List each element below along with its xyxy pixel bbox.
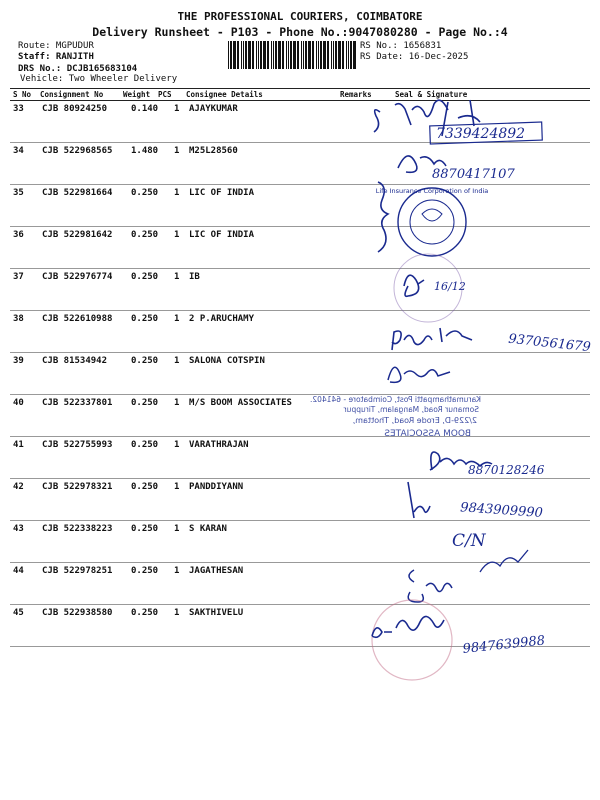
row-weight: 0.250: [131, 314, 159, 324]
col-seal-signature: Seal & Signature: [395, 90, 468, 99]
barcode-bar: [346, 41, 347, 69]
col-pcs: PCS: [158, 90, 172, 99]
barcode-bar: [228, 41, 229, 69]
row-consignment: CJB 522968565: [42, 146, 113, 156]
table-row: [10, 394, 590, 437]
table-row: [10, 268, 590, 311]
row-consignment: CJB 522337801: [42, 398, 113, 408]
row-sno: 42: [13, 482, 24, 492]
barcode-bar: [342, 41, 344, 69]
col-sno: S No: [13, 90, 32, 99]
barcode-bar: [256, 41, 257, 69]
barcode-bar: [353, 41, 356, 69]
row-pcs: 1: [174, 272, 180, 282]
table-row: [10, 226, 590, 269]
barcode-bar: [248, 41, 251, 69]
barcode-image: [228, 41, 356, 69]
row-weight: 1.480: [131, 146, 159, 156]
row-consignee: VARATHRAJAN: [189, 440, 249, 450]
row-consignee: SAKTHIVELU: [189, 608, 244, 618]
barcode-bar: [271, 41, 272, 69]
col-weight: Weight: [123, 90, 151, 99]
row-sno: 37: [13, 272, 24, 282]
rs-date: RS Date: 16-Dec-2025: [360, 52, 469, 62]
barcode-bar: [258, 41, 259, 69]
barcode-bar: [233, 41, 236, 69]
route-label: Route: MGPUDUR: [18, 41, 94, 51]
row-consignment: CJB 80924250: [42, 104, 108, 114]
barcode-bar: [288, 41, 289, 69]
row-weight: 0.250: [131, 482, 159, 492]
barcode-bar: [275, 41, 277, 69]
barcode-bar: [327, 41, 329, 69]
barcode-bar: [316, 41, 317, 69]
barcode-bar: [241, 41, 242, 69]
barcode-bar: [338, 41, 341, 69]
row-sno: 39: [13, 356, 24, 366]
table-row: [10, 604, 590, 647]
row-sno: 35: [13, 188, 24, 198]
row-consignee: S KARAN: [189, 524, 227, 534]
barcode-bar: [348, 41, 349, 69]
row-weight: 0.250: [131, 608, 159, 618]
col-consignee-details: Consignee Details: [186, 90, 263, 99]
stamp-line: Karumathampatti Post, Coimbatore - 641402.: [309, 395, 481, 404]
row-consignment: CJB 522338223: [42, 524, 113, 534]
row-sno: 45: [13, 608, 24, 618]
barcode-bar: [263, 41, 266, 69]
barcode-bar: [303, 41, 304, 69]
row-consignee: AJAYKUMAR: [189, 104, 238, 114]
handwritten-phone: 9843909990: [459, 500, 544, 521]
row-sno: 40: [13, 398, 24, 408]
barcode-bar: [305, 41, 307, 69]
barcode-bar: [245, 41, 247, 69]
barcode-bar: [237, 41, 239, 69]
company-title: THE PROFESSIONAL COURIERS, COIMBATORE: [177, 10, 423, 23]
runsheet-subtitle: Delivery Runsheet - P103 - Phone No.:9047080280 - Page No.:4: [92, 25, 508, 39]
row-consignment: CJB 522978321: [42, 482, 113, 492]
barcode-bar: [267, 41, 269, 69]
row-sno: 44: [13, 566, 24, 576]
handwritten-phone: 9370561679: [507, 331, 592, 356]
row-consignment: CJB 522981642: [42, 230, 113, 240]
staff-label: Staff: RANJITH: [18, 52, 94, 62]
row-consignee: LIC OF INDIA: [189, 188, 255, 198]
barcode-bar: [282, 41, 284, 69]
row-sno: 43: [13, 524, 24, 534]
table-row: [10, 562, 590, 605]
row-pcs: 1: [174, 608, 180, 618]
barcode-bar: [320, 41, 322, 69]
table-row: [10, 310, 590, 353]
row-consignment: CJB 522610988: [42, 314, 113, 324]
row-consignment: CJB 522976774: [42, 272, 113, 282]
row-sno: 41: [13, 440, 24, 450]
row-consignment: CJB 522938580: [42, 608, 113, 618]
row-pcs: 1: [174, 482, 180, 492]
barcode-bar: [286, 41, 287, 69]
row-weight: 0.250: [131, 566, 159, 576]
barcode-bar: [230, 41, 232, 69]
handwritten-date: 16/12: [434, 280, 466, 293]
row-pcs: 1: [174, 146, 180, 156]
row-consignee: IB: [189, 272, 200, 282]
row-weight: 0.250: [131, 356, 159, 366]
barcode-bar: [335, 41, 337, 69]
barcode-bar: [331, 41, 332, 69]
row-consignment: CJB 522755993: [42, 440, 113, 450]
row-sno: 38: [13, 314, 24, 324]
row-weight: 0.250: [131, 398, 159, 408]
col-consignment: Consignment No: [40, 90, 104, 99]
row-weight: 0.250: [131, 524, 159, 534]
row-sno: 34: [13, 146, 24, 156]
row-consignee: LIC OF INDIA: [189, 230, 255, 240]
barcode-bar: [273, 41, 274, 69]
barcode-bar: [350, 41, 352, 69]
barcode-bar: [252, 41, 254, 69]
row-consignee: SALONA COTSPIN: [189, 356, 265, 366]
table-row: [10, 436, 590, 479]
lic-seal-text: Life Insurance Corporation of India: [375, 187, 489, 195]
vehicle-label: Vehicle: Two Wheeler Delivery: [20, 74, 178, 84]
table-row: [10, 142, 590, 185]
row-sno: 36: [13, 230, 24, 240]
barcode-bar: [297, 41, 299, 69]
handwritten-phone: 8870417107: [432, 167, 515, 182]
row-pcs: 1: [174, 524, 180, 534]
row-weight: 0.250: [131, 188, 159, 198]
handwritten-phone: 9847639988: [461, 633, 546, 657]
row-weight: 0.250: [131, 272, 159, 282]
handwritten-phone: 7339424892: [436, 126, 526, 142]
row-consignee: PANDDIYANN: [189, 482, 244, 492]
barcode-bar: [290, 41, 292, 69]
barcode-bar: [260, 41, 262, 69]
barcode-bar: [323, 41, 326, 69]
row-consignee: M/S BOOM ASSOCIATES: [189, 398, 292, 408]
row-pcs: 1: [174, 566, 180, 576]
row-consignment: CJB 522981664: [42, 188, 113, 198]
barcode-bar: [301, 41, 302, 69]
barcode-bar: [318, 41, 319, 69]
col-remarks: Remarks: [340, 90, 372, 99]
row-sno: 33: [13, 104, 24, 114]
handwritten-phone: 8870128246: [468, 463, 545, 477]
table-row: [10, 520, 590, 563]
barcode-bar: [293, 41, 296, 69]
table-row: [10, 478, 590, 521]
stamp-line: 2/229-D, Erode Road, Thottam,: [352, 416, 477, 425]
stamp-line: BOOM ASSOCIATES: [384, 429, 471, 439]
drs-number: DRS No.: DCJB165683104: [18, 64, 138, 74]
table-row: [10, 100, 590, 143]
row-pcs: 1: [174, 440, 180, 450]
row-consignee: M25L28560: [189, 146, 238, 156]
row-pcs: 1: [174, 314, 180, 324]
barcode-bar: [333, 41, 334, 69]
row-pcs: 1: [174, 356, 180, 366]
barcode-bar: [243, 41, 244, 69]
barcode-bar: [278, 41, 281, 69]
row-pcs: 1: [174, 398, 180, 408]
table-row: [10, 184, 590, 227]
row-weight: 0.140: [131, 104, 159, 114]
rs-number: RS No.: 1656831: [360, 41, 442, 51]
row-consignee: JAGATHESAN: [189, 566, 244, 576]
stamp-line: Somanur Road, Mangalam, Tiruppur: [343, 405, 479, 414]
row-weight: 0.250: [131, 440, 159, 450]
table-row: [10, 352, 590, 395]
row-consignment: CJB 522978251: [42, 566, 113, 576]
barcode-bar: [312, 41, 314, 69]
row-pcs: 1: [174, 230, 180, 240]
row-pcs: 1: [174, 104, 180, 114]
handwritten-note: C/N: [452, 531, 486, 551]
barcode-bar: [308, 41, 311, 69]
row-consignee: 2 P.ARUCHAMY: [189, 314, 255, 324]
row-consignment: CJB 81534942: [42, 356, 108, 366]
row-weight: 0.250: [131, 230, 159, 240]
row-pcs: 1: [174, 188, 180, 198]
